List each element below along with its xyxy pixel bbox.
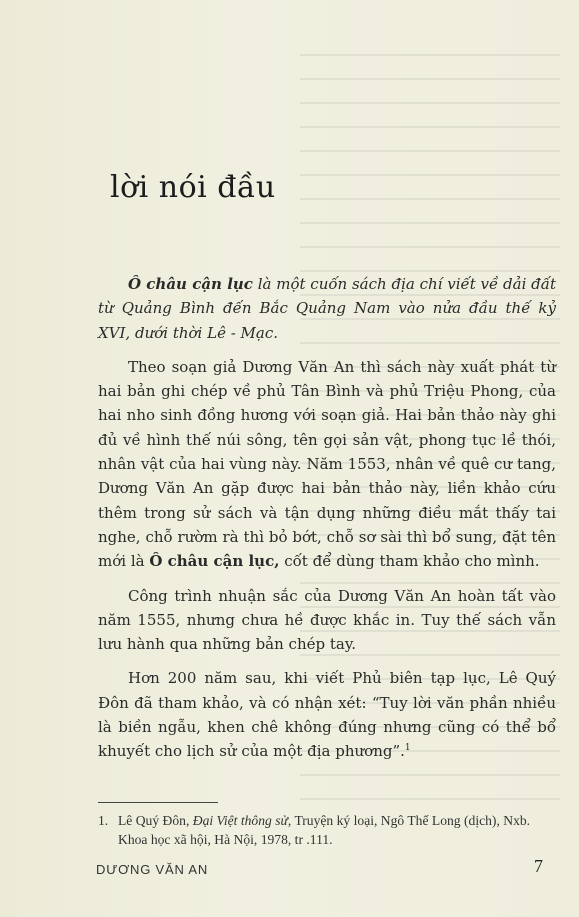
footnote-text-b: , Truyện ký loại, Ngô Thế Long (dịch), Nxb.: [287, 813, 531, 828]
paragraph-3-text: Công trình nhuận sắc của Dương Văn An hoàn tất vào năm 1555, nhưng chưa hề được khắc in. Tuy thế sách vẫn lưu hành qua những bản chép tay.: [98, 586, 556, 654]
paragraph-2: [98, 355, 556, 574]
paragraph-1: [98, 272, 556, 345]
footnote: [98, 812, 560, 849]
paragraph-1-text: là một cuốn sách địa chí viết về dải đất từ Quảng Bình đến Bắc Quảng Nam vào nửa đầu thế kỷ XVI, dưới thời Lê - Mạc.: [98, 275, 556, 342]
footnote-number: 1.: [98, 813, 109, 828]
footnote-book-title: Đại Việt thông sử: [192, 813, 288, 828]
footnote-text-c: Khoa học xã hội, Hà Nội, 1978, tr .111.: [118, 831, 333, 847]
book-title-bold: Ô châu cận lục: [128, 275, 253, 293]
body-text: [98, 272, 556, 774]
footnote-divider: [98, 802, 218, 803]
paragraph-4: [98, 666, 556, 763]
footer-author: DƯƠNG VĂN AN: [96, 862, 209, 877]
paragraph-2-bold-title: Ô châu cận lục,: [149, 552, 280, 571]
paragraph-3: [98, 584, 556, 657]
paragraph-2-end: cốt để dùng tham khảo cho mình.: [279, 552, 540, 571]
page-number: 7: [534, 856, 543, 876]
page-heading: lời nói đầu: [110, 170, 276, 205]
paragraph-4-text: Hơn 200 năm sau, khi viết Phủ biên tạp lục, Lê Quý Đôn đã tham khảo, và có nhận xét: “Tuy lời văn phần nhiều là biền ngẫu, khen chê không đúng nhưng cũng có thể bổ khuyết cho lịch sử của một địa phương”.: [98, 669, 556, 761]
footnote-text-a: Lê Quý Đôn,: [118, 813, 193, 828]
footnote-marker: 1: [404, 743, 411, 754]
paragraph-2-text: Theo soạn giả Dương Văn An thì sách này xuất phát từ hai bản ghi chép về phủ Tân Bình và phủ Triệu Phong, của hai nho sinh đồng hương với soạn giả. Hai bản thảo này ghi đủ về hình thế núi sông, tên gọi sản vật, phong tục lề thói, nhân vật của hai vùng này. Năm 1553, nhân về quê cư tang, Dương Văn An gặp được hai bản thảo này, liền khảo cứu thêm trong sử sách và tận dụng những điều mắt thấy tai nghe, chỗ rườm rà thì bỏ bớt, chỗ sơ sài thì bổ sung, đặt tên mới là: [98, 357, 556, 571]
